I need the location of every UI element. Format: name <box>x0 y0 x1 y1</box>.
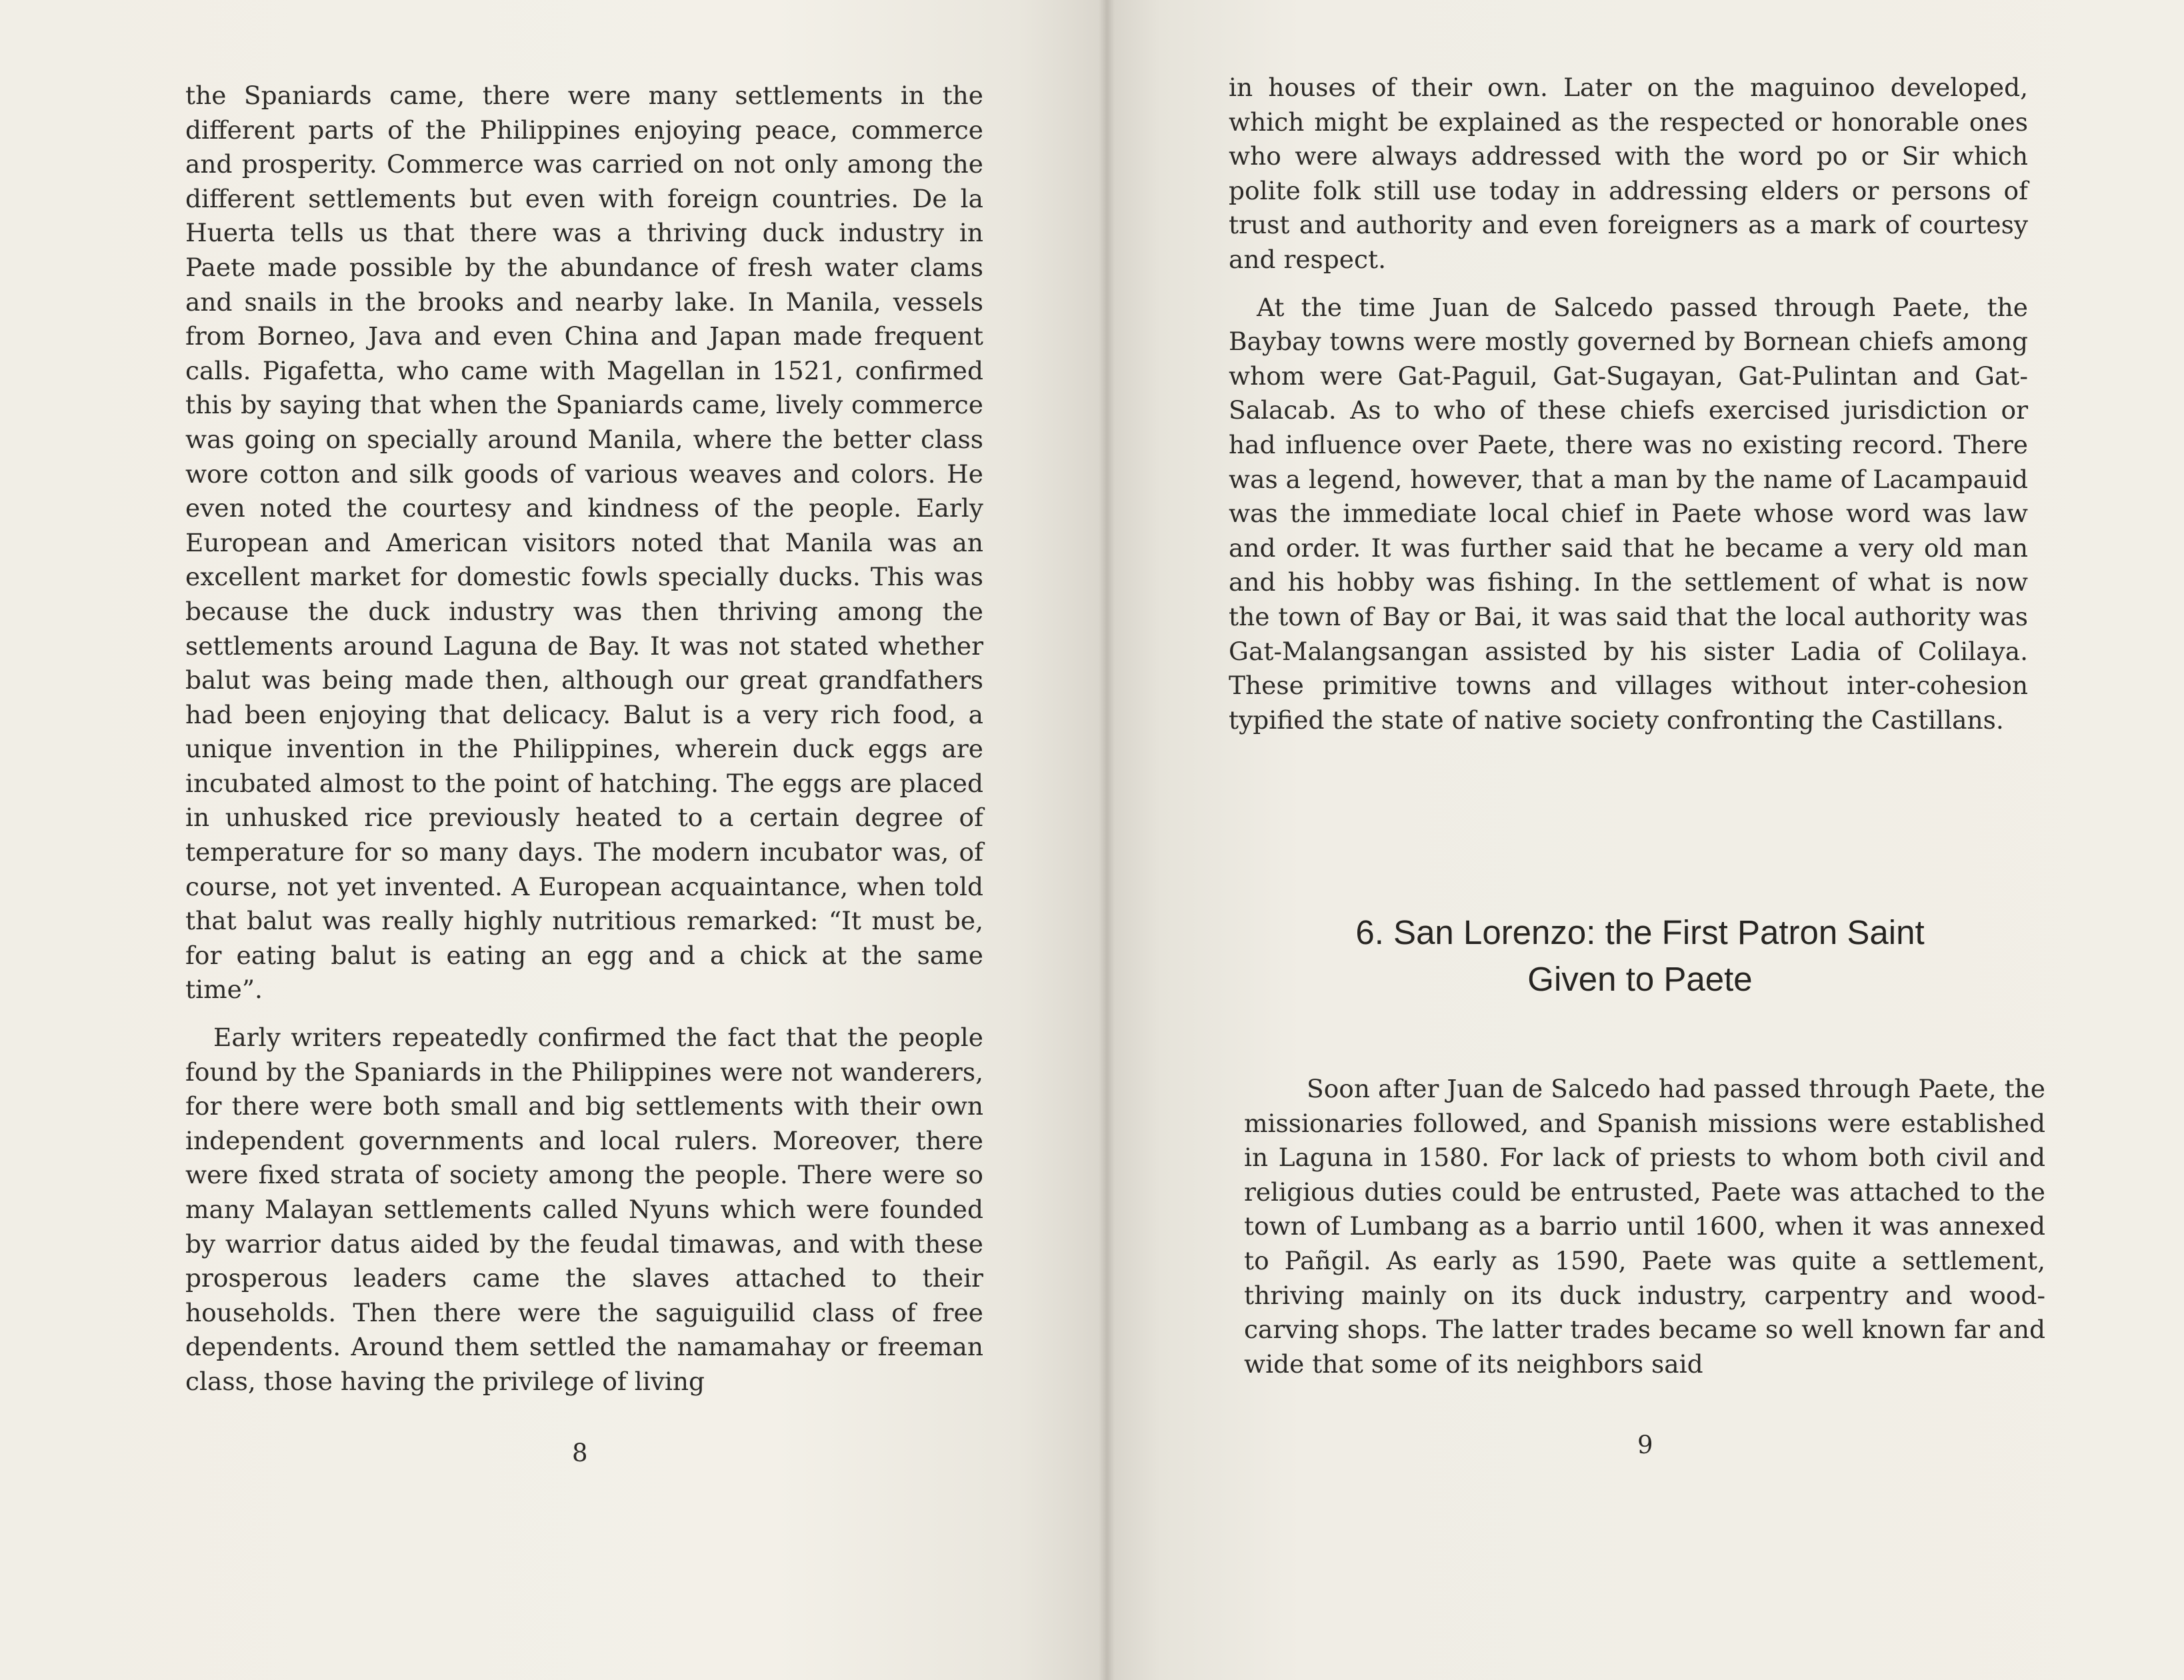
right-page-body-top <box>1229 71 2028 737</box>
heading-line: 6. San Lorenzo: the First Patron Saint <box>1355 913 1925 951</box>
right-page-body-bottom <box>1244 1072 2045 1381</box>
heading-line: Given to Paete <box>1527 960 1753 998</box>
paragraph: Soon after Juan de Salcedo had passed through Paete, the missionaries followed, and Spanish missions were established in Laguna in 1580. For lack of priests to whom both civil and religious duties could be entrusted, Paete was attached to the town of Lumbang as a barrio until 1600, when it was annexed to Pañgil. As early as 1590, Paete was quite a settlement, thriving mainly on its duck industry, carpentry and wood-carving shops. The latter trades became so well known far and wide that some of its neighbors said <box>1244 1074 2045 1379</box>
page-number: 8 <box>572 1439 588 1467</box>
paragraph: the Spaniards came, there were many settlements in the different parts of the Philippines enjoying peace, commerce and prosperity. Commerce was carried on not only among the different settlements but even with foreign countries. De la Huerta tells us that there was a thriving duck industry in Paete made possible by the abundance of fresh water clams and snails in the brooks and nearby lake. In Manila, vessels from Borneo, Java and even China and Japan made frequent calls. Pigafetta, who came with Magellan in 1521, confirmed this by saying that when the Spaniards came, lively commerce was going on specially around Manila, where the better class wore cotton and silk goods of various weaves and colors. He even noted the courtesy and kindness of the people. Early European and American visitors noted that Manila was an excellent market for domestic fowls specially ducks. This was because the duck industry was then thriving among the settlements around Laguna de Bay. It was not stated whether balut was being made then, although our great grandfathers had been enjoying that delicacy. Balut is a very rich food, a unique invention in the Philippines, wherein duck eggs are incubated almost to the point of hatching. The eggs are placed in unhusked rice previously heated to a certain degree of temperature for so many days. The modern incubator was, of course, not yet invented. A European acquaintance, when told that balut was really highly nutritious remarked: “It must be, for eating balut is eating an egg and a chick at the same time”. <box>185 81 983 1005</box>
page-number: 9 <box>1637 1431 1653 1459</box>
paragraph: At the time Juan de Salcedo passed through Paete, the Baybay towns were mostly governed by Bornean chiefs among whom were Gat-Paguil, Gat-Sugayan, Gat-Pulintan and Gat-Salacab. As to who of these chiefs exercised jurisdiction or had influence over Paete, there was no existing record. There was a legend, however, that a man by the name of Lacampauid was the immediate local chief in Paete whose word was law and order. It was further said that he became a very old man and his hobby was fishing. In the settlement of what is now the town of Bay or Bai, it was said that the local authority was Gat-Malangsangan assisted by his sister Ladia of Colilaya. These primitive towns and villages without inter-cohesion typified the state of native society confronting the Castillans. <box>1229 292 2028 735</box>
book-gutter <box>1099 0 1115 1680</box>
paragraph: in houses of their own. Later on the maguinoo developed, which might be explained as the respected or honorable ones who were always addressed with the word po or Sir which polite folk still use today in addressing elders or persons of trust and authority and even foreigners as a mark of courtesy and respect. <box>1229 73 2028 274</box>
left-page-body <box>185 79 983 1399</box>
section-heading <box>1227 909 2053 1003</box>
paragraph: Early writers repeatedly confirmed the fact that the people found by the Spaniards in the Philippines were not wanderers, for there were both small and big settlements with their own independent governments and local rulers. Moreover, there were fixed strata of society among the people. There were so many Malayan settlements called Nyuns which were founded by warrior datus aided by the feudal timawas, and with these prosperous leaders came the slaves attached to their households. Then there were the saguiguilid class of free dependents. Around them settled the namamahay or freeman class, those having the privilege of living <box>185 1023 983 1396</box>
